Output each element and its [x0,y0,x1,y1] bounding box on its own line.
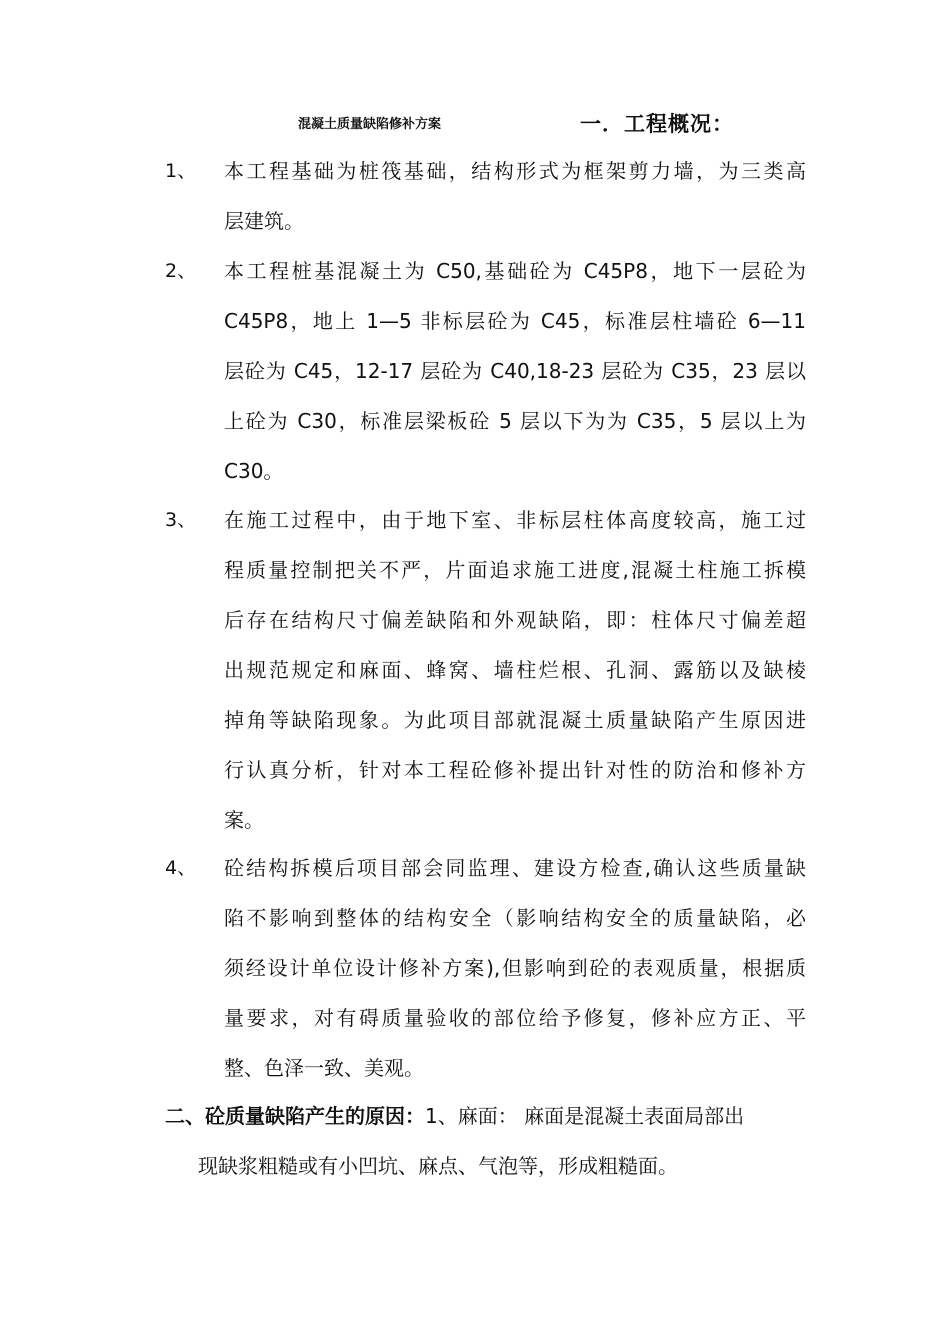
list-item-line: 本工程桩基混凝土为 C50,基础砼为 C45P8，地下一层砼为 [224,259,806,283]
list-item-line: 行认真分析，针对本工程砼修补提出针对性的防治和修补方 [224,758,806,782]
list-item-line: 后存在结构尺寸偏差缺陷和外观缺陷，即：柱体尺寸偏差超 [224,608,806,632]
document-title: 混凝土质量缺陷修补方案 [298,117,442,132]
list-item-line: C45P8，地上 1—5 非标层砼为 C45，标准层柱墙砼 6—11 [224,309,806,333]
section-two-second-line: 现缺浆粗糙或有小凹坑、麻点、气泡等，形成粗糙面。 [198,1154,678,1178]
list-item-number: 3、 [165,509,197,531]
list-item-line: 在施工过程中，由于地下室、非标层柱体高度较高，施工过 [224,508,806,532]
list-item-line: C30。 [224,459,284,483]
section-heading-project-overview: 一．工程概况： [580,112,734,136]
list-item-line: 层砼为 C45，12-17 层砼为 C40,18-23 层砼为 C35，23 层以 [224,359,806,383]
list-item-line: 层建筑。 [224,209,304,233]
list-item-line: 须经设计单位设计修补方案),但影响到砼的表观质量，根据质 [224,956,806,980]
list-item-line: 本工程基础为桩筏基础，结构形式为框架剪力墙，为三类高 [224,159,806,183]
list-item-number: 2、 [165,260,197,282]
list-item-line: 案。 [224,808,264,832]
list-item-line: 整、色泽一致、美观。 [224,1056,424,1080]
list-item-line: 程质量控制把关不严，片面追求施工进度,混凝土柱施工拆模 [224,558,806,582]
list-item-line: 上砼为 C30，标准层梁板砼 5 层以下为为 C35，5 层以上为 [224,409,806,433]
section-two-first-line-text: 1、麻面： 麻面是混凝土表面局部出 [425,1104,745,1128]
list-item-line: 陷不影响到整体的结构安全（影响结构安全的质量缺陷，必 [224,906,806,930]
list-item-line: 量要求，对有碍质量验收的部位给予修复，修补应方正、平 [224,1006,806,1030]
list-item-line: 掉角等缺陷现象。为此项目部就混凝土质量缺陷产生原因进 [224,708,806,732]
list-item-line: 出规范规定和麻面、蜂窝、墙柱烂根、孔洞、露筋以及缺棱 [224,658,806,682]
list-item-number: 4、 [165,857,197,879]
list-item-line: 砼结构拆模后项目部会同监理、建设方检查,确认这些质量缺 [224,856,806,880]
section-two-first-line [165,1091,806,1141]
section-heading-causes: 二、砼质量缺陷产生的原因： [165,1104,425,1128]
list-item-number: 1、 [165,160,197,182]
